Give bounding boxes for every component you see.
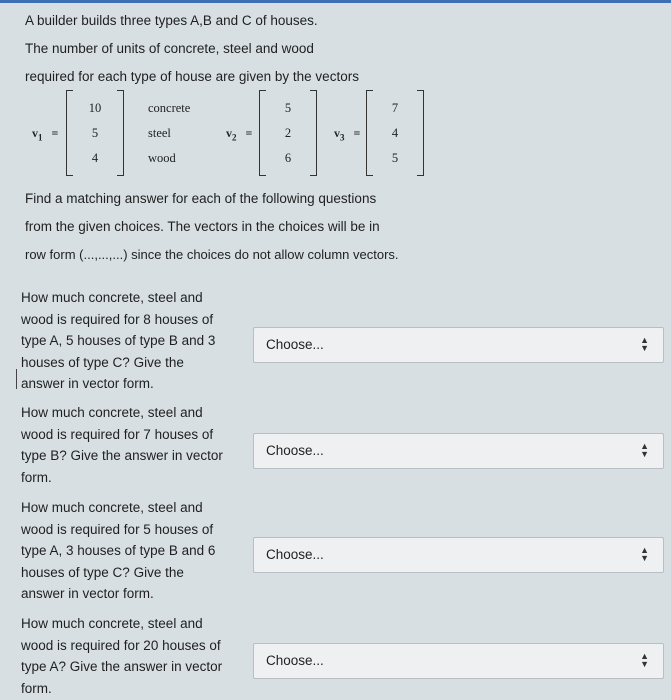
component-steel: steel xyxy=(148,126,171,140)
answer-select-3-value: Choose... xyxy=(266,547,324,562)
vector-v1-value-1: 10 xyxy=(88,101,102,115)
vector-v3 xyxy=(366,90,424,174)
answer-select-4-value: Choose... xyxy=(266,653,324,668)
answer-select-3[interactable] xyxy=(253,537,664,573)
question-1: How much concrete, steel and wood is required for 8 houses of type A, 5 houses of type B and 3 houses of type C? Give the answer in vector form. xyxy=(21,290,216,391)
question-4: How much concrete, steel and wood is required for 20 houses of type A? Give the answer in vector form. xyxy=(21,616,223,696)
updown-arrows-icon: ▲ ▼ xyxy=(640,441,649,459)
component-wood: wood xyxy=(148,151,176,165)
vector-v1 xyxy=(66,90,124,174)
updown-arrows-icon: ▲ ▼ xyxy=(640,545,649,563)
updown-arrows-icon: ▲ ▼ xyxy=(640,651,649,669)
vector-v2-value-1: 5 xyxy=(284,101,292,115)
intro-line-2: The number of units of concrete, steel and wood xyxy=(25,41,314,56)
prompt-line-1: Find a matching answer for each of the following questions xyxy=(25,191,377,206)
question-2: How much concrete, steel and wood is required for 7 houses of type B? Give the answer in vector form. xyxy=(21,405,223,485)
component-concrete: concrete xyxy=(148,101,191,115)
updown-arrows-icon: ▲ ▼ xyxy=(640,335,649,353)
vector-v1-label: $v_1$ = xyxy=(32,126,59,143)
answer-select-2[interactable] xyxy=(253,433,664,469)
answer-select-2-value: Choose... xyxy=(266,443,324,458)
vector-v1-value-2: 5 xyxy=(91,126,99,140)
answer-select-1[interactable] xyxy=(253,327,664,363)
answer-select-4[interactable] xyxy=(253,643,664,679)
vector-v2-label: $v_2$ = xyxy=(226,126,253,143)
answer-select-1-value: Choose... xyxy=(266,337,324,352)
vector-v2-value-3: 6 xyxy=(284,151,292,165)
vector-v3-value-3: 5 xyxy=(391,151,399,165)
vector-definitions xyxy=(0,90,671,180)
vector-v3-label: $v_3$ = xyxy=(334,126,361,143)
vector-v2 xyxy=(259,90,317,174)
intro-line-1: A builder builds three types A,B and C of houses. xyxy=(25,13,318,28)
prompt-line-3: row form (...,...,...) since the choices do not allow column vectors. xyxy=(25,247,399,262)
text-cursor xyxy=(16,369,17,389)
vector-v1-value-3: 4 xyxy=(91,151,99,165)
question-3: How much concrete, steel and wood is required for 5 houses of type A, 3 houses of type B and 6 houses of type C? Give the answer in vector form. xyxy=(21,500,216,601)
vector-v3-value-1: 7 xyxy=(391,101,399,115)
intro-line-3: required for each type of house are given by the vectors xyxy=(25,69,359,84)
vector-v3-value-2: 4 xyxy=(391,126,399,140)
vector-v2-value-2: 2 xyxy=(284,126,292,140)
prompt-line-2: from the given choices. The vectors in the choices will be in xyxy=(25,219,380,234)
top-accent-bar xyxy=(0,0,671,3)
